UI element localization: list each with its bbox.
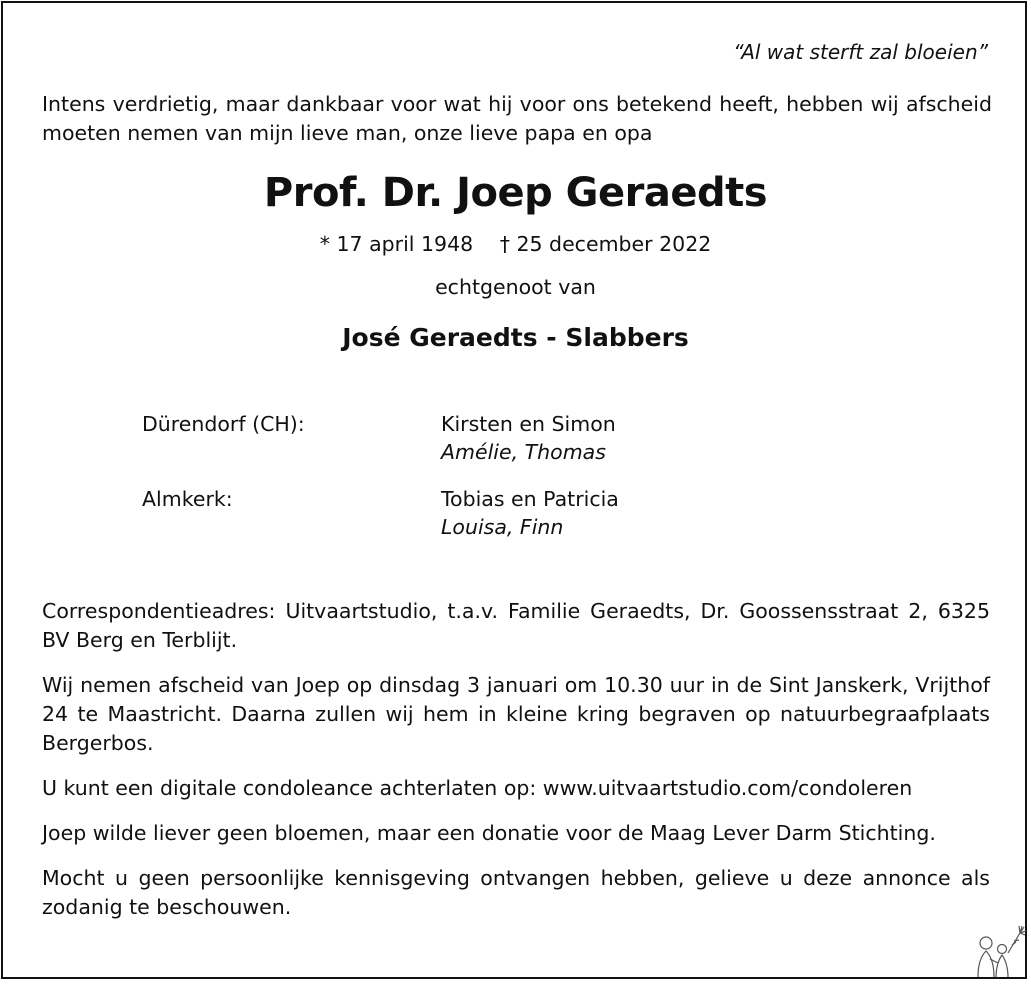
intro-text: Intens verdrietig, maar dankbaar voor wat hij voor ons betekend heeft, hebben wij afscheid moeten nemen van mijn lieve man, onze lieve papa en opa (42, 92, 992, 145)
family-place: Almkerk: (142, 487, 233, 511)
deceased-name: Prof. Dr. Joep Geraedts (263, 170, 768, 216)
notice-text: Mocht u geen persoonlijke kennisgeving ontvangen hebben, gelieve u deze annonce als zodanig te beschouwen. (42, 866, 990, 919)
dandelion-family-logo-icon (968, 919, 1028, 979)
life-dates (0, 232, 1031, 256)
family-children: Amélie, Thomas (441, 440, 606, 464)
donation-info: Joep wilde liever geen bloemen, maar een donatie voor de Maag Lever Darm Stichting. (42, 821, 936, 845)
farewell-details: Wij nemen afscheid van Joep op dinsdag 3 januari om 10.30 uur in de Sint Janskerk, Vrijthof 24 te Maastricht. Daarna zullen wij hem in kleine kring begraven op natuurbegraafplaats Bergerbos. (42, 673, 990, 755)
spouse-of-label: echtgenoot van (435, 275, 596, 299)
family-row (142, 410, 619, 466)
announcement-body (42, 597, 990, 938)
family-children: Louisa, Finn (441, 515, 564, 539)
family-list (142, 410, 619, 560)
family-parents: Kirsten en Simon (441, 412, 616, 436)
birth-date: * 17 april 1948 (319, 232, 474, 256)
family-parents: Tobias en Patricia (441, 487, 619, 511)
motto: “Al wat sterft zal bloeien” (733, 40, 988, 64)
family-members (441, 410, 616, 466)
death-date: † 25 december 2022 (499, 232, 712, 256)
condolence-info: U kunt een digitale condoleance achterlaten op: www.uitvaartstudio.com/condoleren (42, 776, 913, 800)
spouse-name: José Geraedts - Slabbers (342, 323, 689, 352)
family-row (142, 485, 619, 541)
family-members (441, 485, 619, 541)
correspondence-address: Correspondentieadres: Uitvaartstudio, t.a.v. Familie Geraedts, Dr. Goossensstraat 2, 6325 BV Berg en Terblijt. (42, 599, 990, 652)
family-place: Dürendorf (CH): (142, 412, 305, 436)
